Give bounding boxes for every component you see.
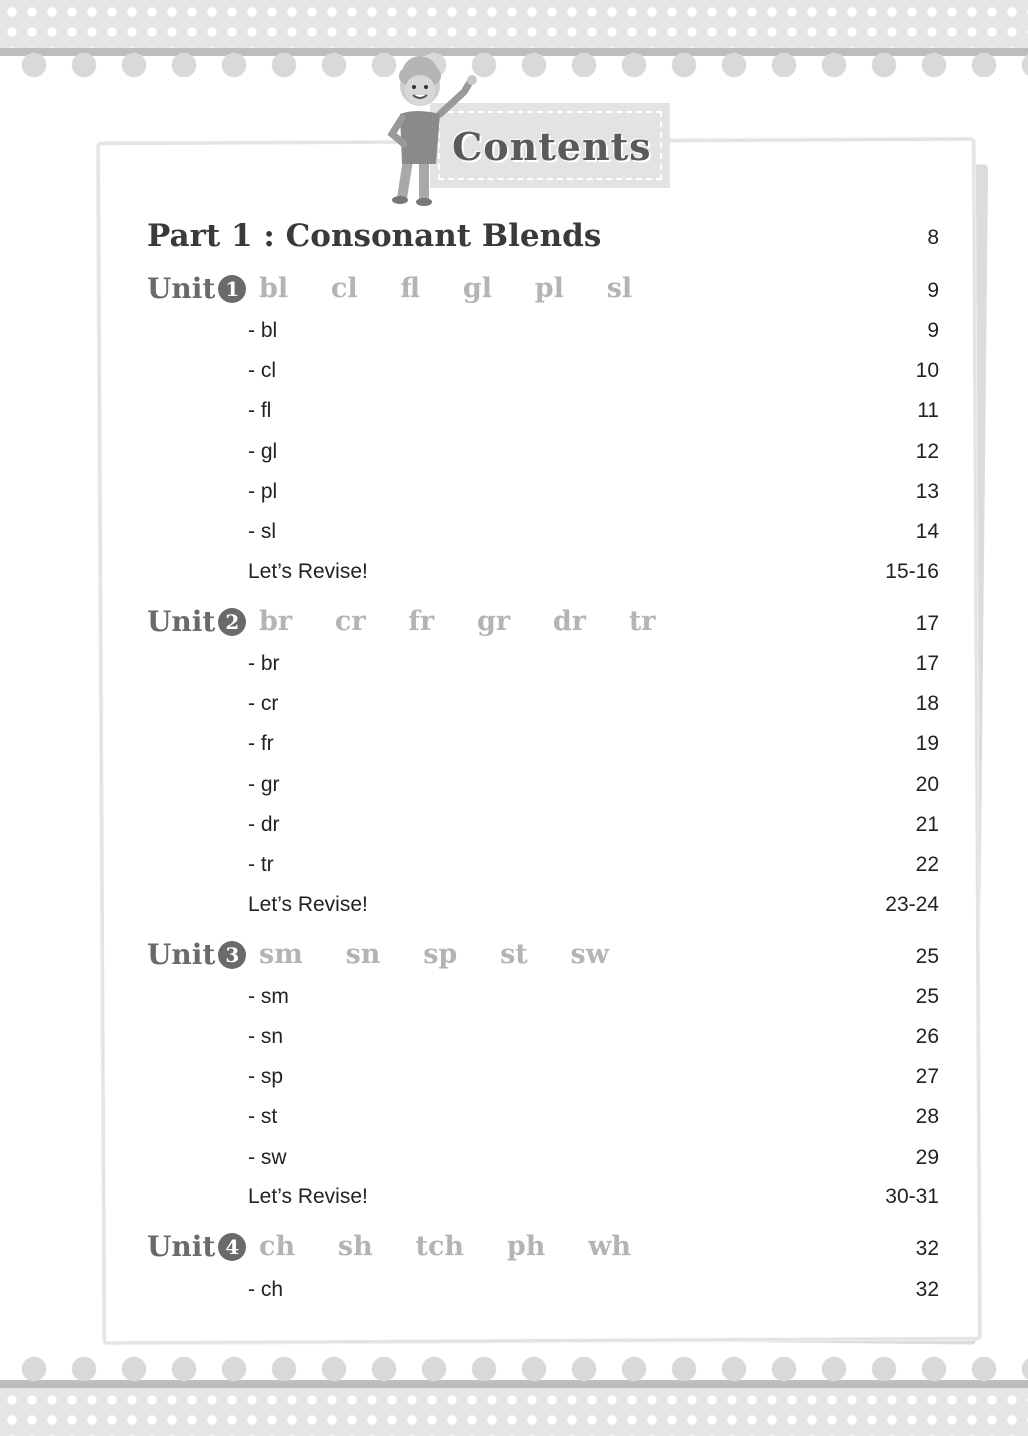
unit-heading: Unit 1 — [147, 269, 246, 309]
toc-item: - fr — [248, 732, 274, 755]
toc-item-page: 30-31 — [885, 1185, 939, 1208]
toc-item-page: 22 — [915, 853, 939, 876]
top-scallop-border — [0, 52, 1028, 78]
bottom-scallop-border — [0, 1356, 1028, 1382]
unit-heading: Unit 4 — [147, 1227, 246, 1267]
part-title: Part 1 : Consonant Blends — [147, 218, 602, 254]
toc-item-revise: Let’s Revise! — [248, 560, 368, 583]
toc-item: - fl — [248, 399, 272, 422]
part-page-number: 8 — [927, 226, 939, 249]
toc-item: - br — [248, 652, 280, 675]
toc-item-page: 27 — [915, 1065, 939, 1088]
toc-item-page: 12 — [915, 440, 939, 463]
toc-item: - tr — [248, 853, 274, 876]
toc-item: - sp — [248, 1065, 284, 1088]
unit-blends: sm sn sp st sw — [259, 939, 609, 970]
toc-item: - bl — [248, 319, 278, 342]
toc-item-revise: Let’s Revise! — [248, 893, 368, 916]
toc-item-page: 32 — [915, 1278, 939, 1301]
toc-item: - ch — [248, 1278, 284, 1301]
toc-item-page: 23-24 — [885, 893, 939, 916]
toc-item-page: 29 — [915, 1146, 939, 1169]
toc-item-revise: Let’s Revise! — [248, 1185, 368, 1208]
toc-item-page: 17 — [915, 652, 939, 675]
toc-item-page: 15-16 — [885, 560, 939, 583]
toc-item: - sm — [248, 985, 289, 1008]
unit-blends: bl cl fl gl pl sl — [259, 273, 633, 304]
kid-illustration-icon — [378, 52, 488, 208]
contents-card — [97, 138, 981, 1345]
unit-number-badge: 3 — [218, 941, 246, 969]
unit-heading: Unit 2 — [147, 602, 246, 642]
unit-page-number: 32 — [915, 1237, 939, 1260]
toc-item: - gr — [248, 773, 280, 796]
toc-item: - sl — [248, 520, 276, 543]
toc-item: - cr — [248, 692, 279, 715]
toc-item-page: 11 — [917, 399, 939, 422]
toc-item-page: 20 — [915, 773, 939, 796]
top-dot-band — [0, 0, 1028, 48]
unit-page-number: 25 — [915, 945, 939, 968]
unit-heading: Unit 3 — [147, 935, 246, 975]
toc-item-page: 21 — [915, 813, 939, 836]
unit-number-badge: 4 — [218, 1233, 246, 1261]
unit-page-number: 17 — [915, 612, 939, 635]
unit-blends: ch sh tch ph wh — [259, 1231, 632, 1262]
toc-item: - sn — [248, 1025, 284, 1048]
unit-blends: br cr fr gr dr tr — [259, 606, 656, 637]
toc-item-page: 25 — [915, 985, 939, 1008]
toc-item-page: 19 — [915, 732, 939, 755]
toc-item-page: 13 — [915, 480, 939, 503]
bottom-dot-band — [0, 1388, 1028, 1436]
page-title: Contents — [452, 124, 652, 169]
unit-page-number: 9 — [927, 279, 939, 302]
toc-item-page: 26 — [915, 1025, 939, 1048]
toc-item: - dr — [248, 813, 280, 836]
toc-item: - sw — [248, 1146, 287, 1169]
toc-item: - cl — [248, 359, 276, 382]
toc-item: - pl — [248, 480, 278, 503]
toc-item-page: 9 — [927, 319, 939, 342]
toc-item-page: 14 — [915, 520, 939, 543]
unit-number-badge: 2 — [218, 608, 246, 636]
toc-item: - gl — [248, 440, 278, 463]
toc-item-page: 10 — [915, 359, 939, 382]
toc-item-page: 28 — [915, 1105, 939, 1128]
unit-number-badge: 1 — [218, 275, 246, 303]
toc-item-page: 18 — [915, 692, 939, 715]
toc-item: - st — [248, 1105, 278, 1128]
